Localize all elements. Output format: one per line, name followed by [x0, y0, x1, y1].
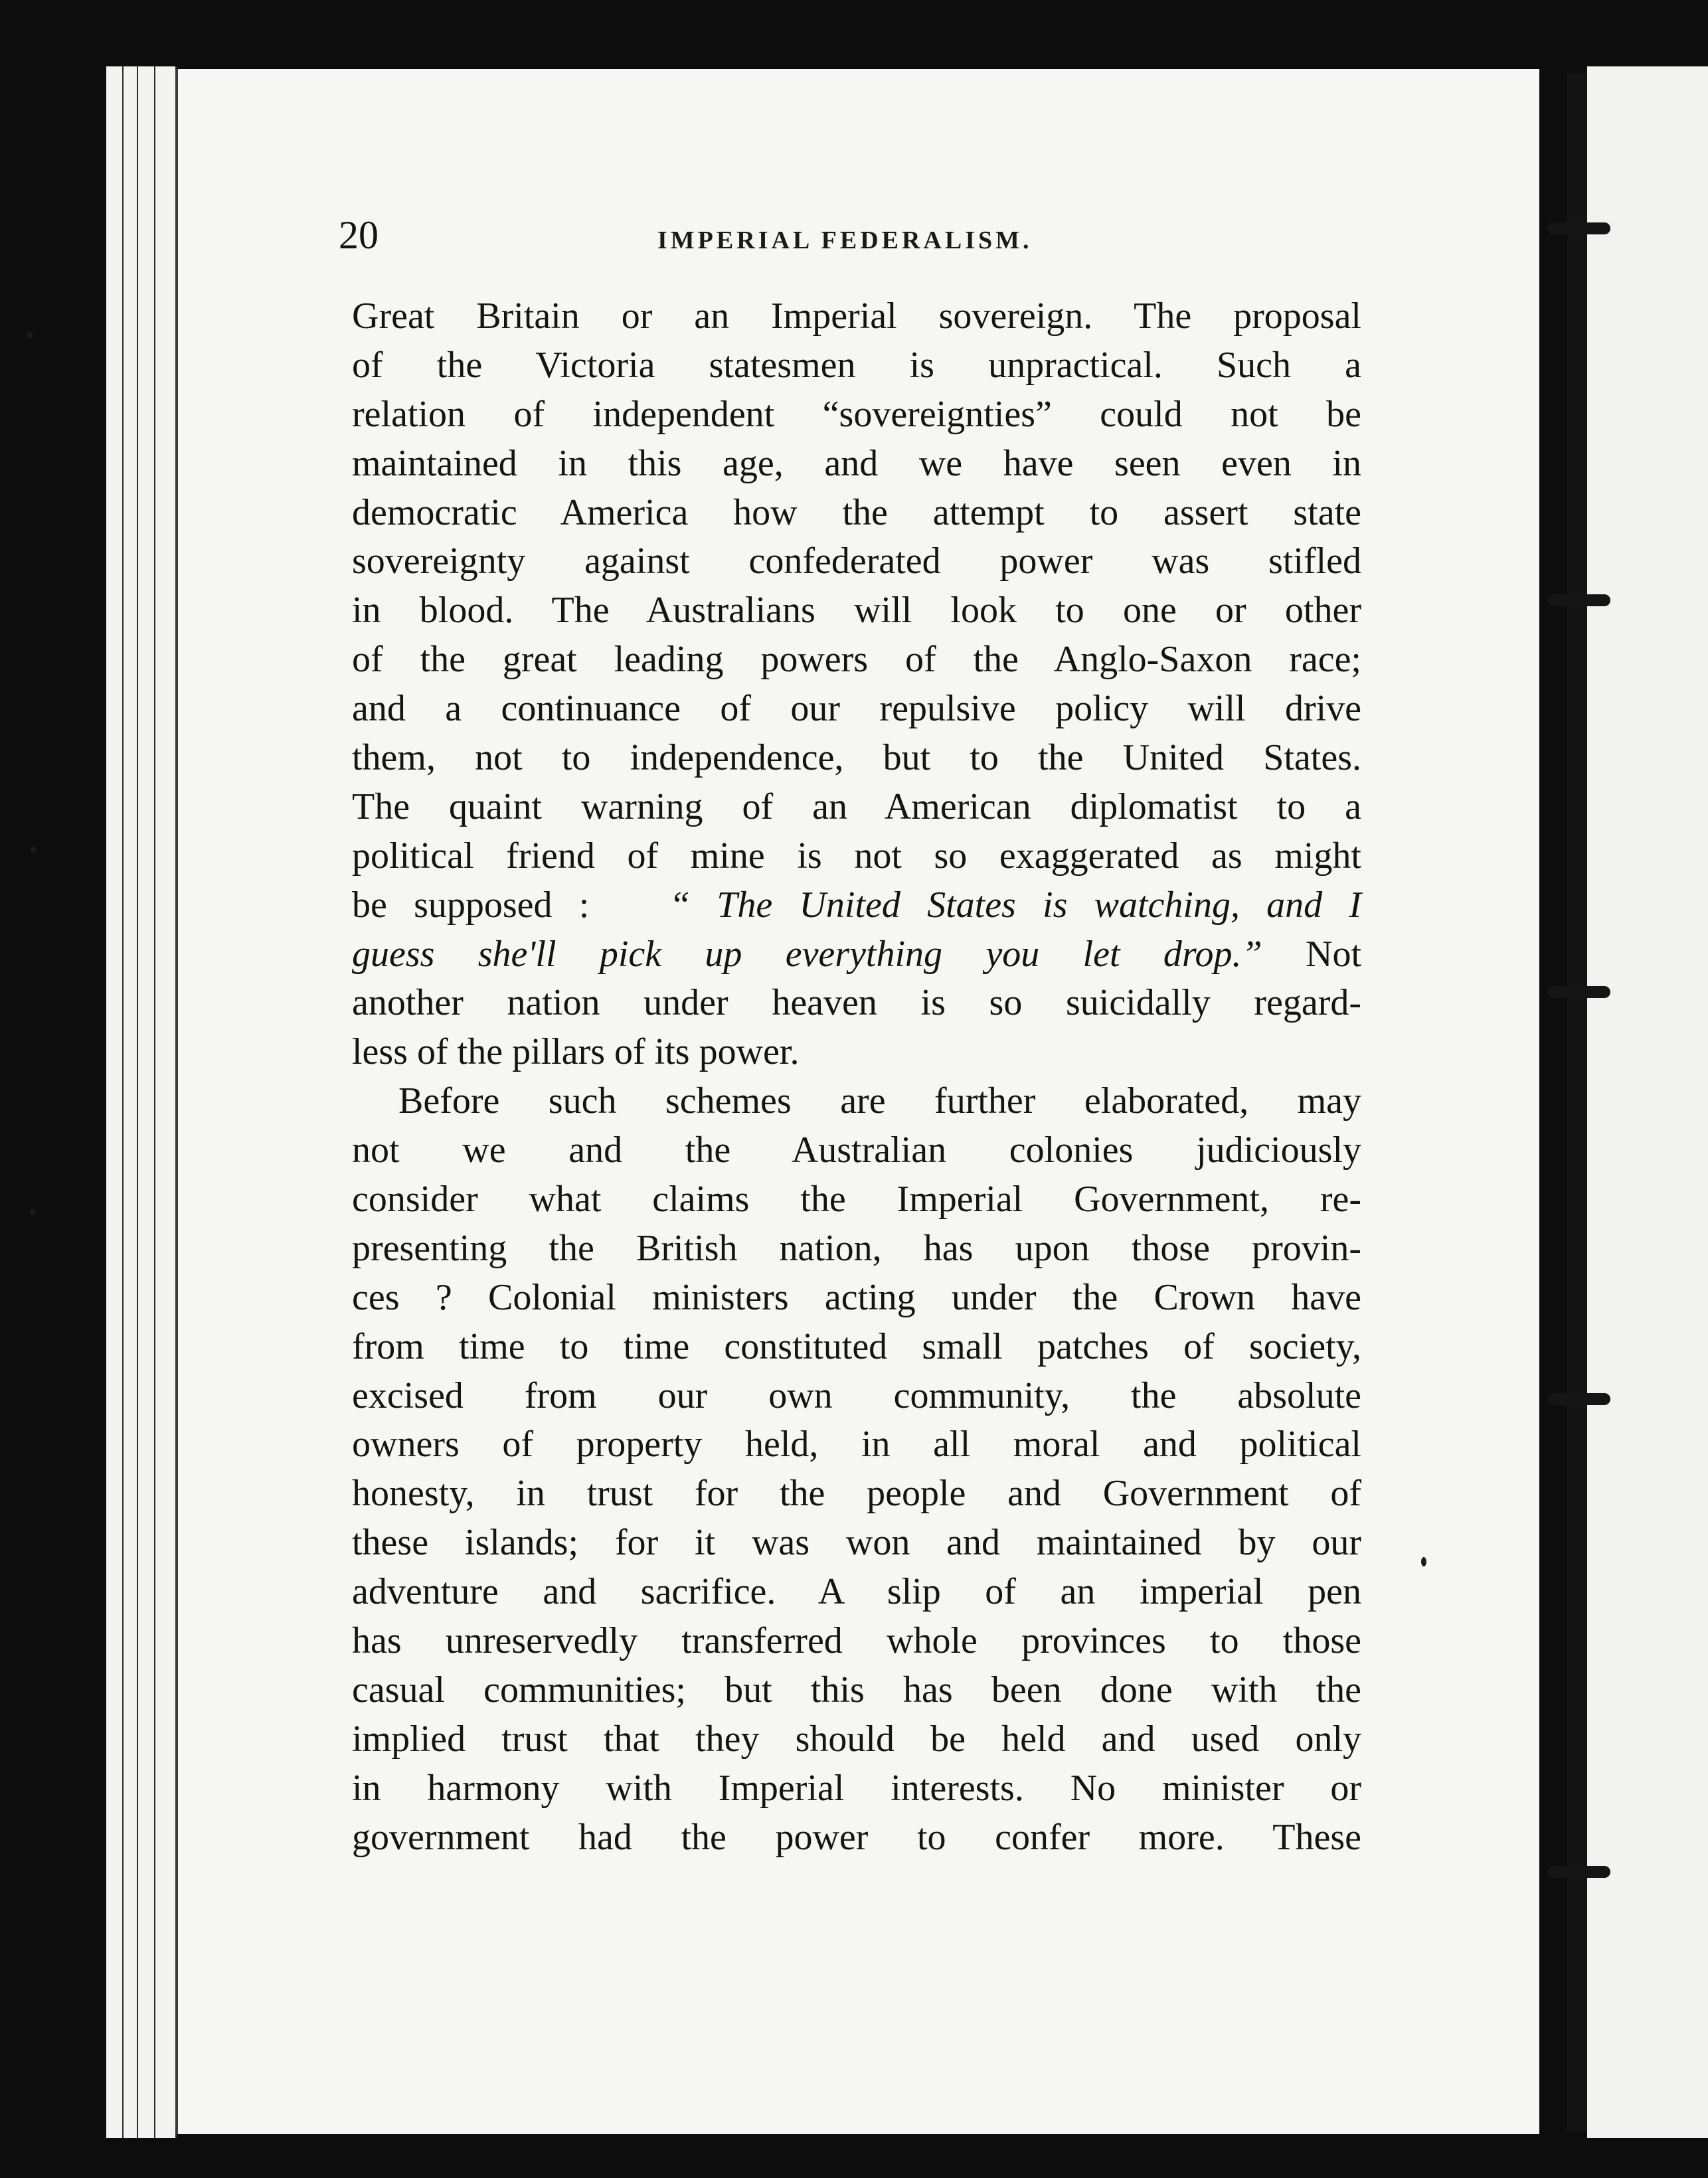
text-line: adventure and sacrifice. A slip of an imperial pen [352, 1571, 1361, 1613]
binding-stitch [1547, 594, 1610, 606]
quote-text: “ The United States is watching, and I [669, 884, 1362, 926]
text-line: democratic America how the attempt to assert state [352, 491, 1361, 533]
text-line: these islands; for it was won and maintained by our [352, 1522, 1361, 1564]
text-line: and a continuance of our repulsive policy will drive [352, 688, 1361, 730]
text-line: implied trust that they should be held and used only [352, 1718, 1361, 1760]
text-line: Great Britain or an Imperial sovereign. The proposal [352, 295, 1361, 337]
page-edge [124, 66, 139, 2138]
text-line: excised from our own community, the absolute [352, 1375, 1361, 1416]
text-line: has unreservedly transferred whole provinces to those [352, 1620, 1361, 1662]
quote-line [352, 930, 1361, 979]
text-line: honesty, in trust for the people and Government of [352, 1473, 1361, 1515]
body-text [352, 292, 1361, 1863]
quote-tail: Not [1306, 933, 1362, 975]
text-line: government had the power to confer more. These [352, 1816, 1361, 1858]
text-line: consider what claims the Imperial Government, re- [352, 1179, 1361, 1220]
quote-line [352, 881, 1361, 930]
text-line: ces ? Colonial ministers acting under the Crown have [352, 1276, 1361, 1318]
text-line: of the Victoria statesmen is unpractical. Such a [352, 344, 1361, 386]
page-header [339, 212, 1348, 266]
page-edge [155, 66, 177, 2138]
scan-speck [1421, 1557, 1426, 1566]
text-line: them, not to independence, but to the United States. [352, 737, 1361, 779]
text-line: The quaint warning of an American diplomatist to a [352, 786, 1361, 827]
text-line: political friend of mine is not so exaggerated as might [352, 835, 1361, 877]
facing-page-edge [1587, 66, 1708, 2138]
quote-text: guess she'll pick up everything you let drop.” [352, 933, 1262, 975]
text-line: not we and the Australian colonies judiciously [352, 1130, 1361, 1171]
page-number: 20 [339, 213, 379, 257]
text-line: Before such schemes are further elaborated, may [398, 1080, 1361, 1122]
text-line: less of the pillars of its power. [352, 1031, 800, 1073]
scan-speck [27, 332, 33, 339]
binding-stitch [1547, 1866, 1610, 1878]
page-edge [106, 66, 124, 2138]
text-line: relation of independent “sovereignties” could not be [352, 393, 1361, 435]
page-edge [138, 66, 156, 2138]
binding-stitch [1547, 1393, 1610, 1405]
text-line: presenting the British nation, has upon those provin- [352, 1227, 1361, 1269]
text-line: in harmony with Imperial interests. No minister or [352, 1767, 1361, 1809]
scan-speck [31, 847, 37, 853]
text-line: casual communities; but this has been done with the [352, 1669, 1361, 1711]
text-line: maintained in this age, and we have seen even in [352, 442, 1361, 484]
text-line: owners of property held, in all moral and political [352, 1424, 1361, 1466]
quote-lead: be supposed : [352, 884, 590, 926]
scan-speck [30, 1209, 36, 1215]
binding-stitch [1547, 986, 1610, 998]
text-line: in blood. The Australians will look to one or other [352, 590, 1361, 631]
text-line: of the great leading powers of the Anglo-Saxon race; [352, 639, 1361, 681]
text-line: from time to time constituted small patches of society, [352, 1325, 1361, 1367]
binding-spine [1567, 73, 1587, 2132]
text-line: another nation under heaven is so suicidally regard- [352, 982, 1361, 1024]
binding-stitch [1547, 222, 1610, 234]
text-line: sovereignty against confederated power was stifled [352, 541, 1361, 582]
running-head: IMPERIAL FEDERALISM. [657, 226, 1033, 254]
